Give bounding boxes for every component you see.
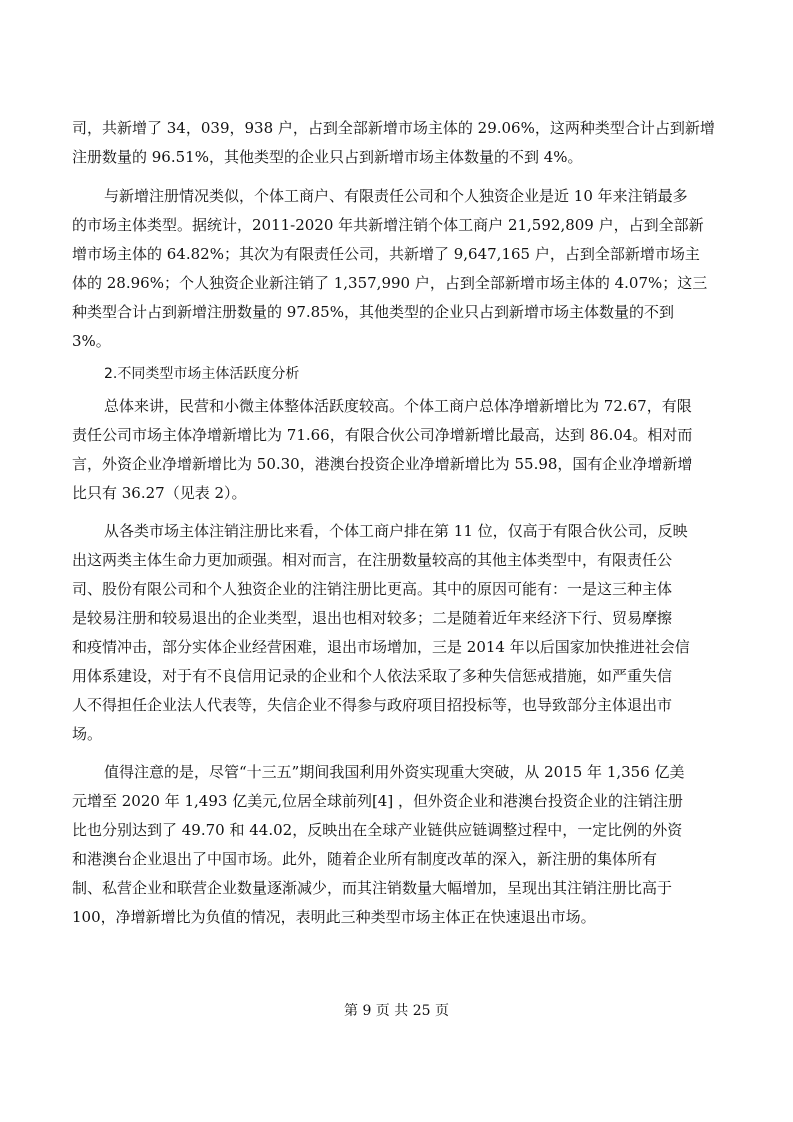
body-line: 和港澳台企业退出了中国市场。此外，随着企业所有制度改革的深入，新注册的集体所有 xyxy=(72,850,658,868)
body-line: 比只有 36.27（见表 2）。 xyxy=(72,484,247,502)
body-line: 场。 xyxy=(72,725,103,743)
body-line: 比也分别达到了 49.70 和 44.02，反映出在全球产业链供应链调整过程中，一定比例的外资 xyxy=(72,821,683,839)
page-footer: 第 9 页 共 25 页 xyxy=(344,1003,449,1019)
body-line: 增市场主体的 64.82%；其次为有限责任公司，共新增了 9,647,165 户，占到全部新增市场主 xyxy=(72,245,700,263)
body-line: 从各类市场主体注销注册比来看，个体工商户排在第 11 位，仅高于有限合伙公司，反映 xyxy=(104,522,688,540)
body-line: 的市场主体类型。据统计，2011-2020 年共新增注销个体工商户 21,592,809 户，占到全部新 xyxy=(72,216,704,234)
body-line: 用体系建设，对于有不良信用记录的企业和个人依法采取了多种失信惩戒措施，如严重失信 xyxy=(72,667,673,685)
body-line: 注册数量的 96.51%，其他类型的企业只占到新增市场主体数量的不到 4%。 xyxy=(72,148,583,166)
body-line: 司、股份有限公司和个人独资企业的注销注册比更高。其中的原因可能有：一是这三种主体 xyxy=(72,580,673,598)
body-line: 总体来讲，民营和小微主体整体活跃度较高。个体工商户总体净增新增比为 72.67，有限 xyxy=(104,397,692,415)
body-line: 和疫情冲击，部分实体企业经营困难，退出市场增加，三是 2014 年以后国家加快推进社会信 xyxy=(72,638,690,656)
body-line: 出这两类主体生命力更加顽强。相对而言，在注册数量较高的其他主体类型中，有限责任公 xyxy=(72,551,673,569)
body-line: 司，共新增了 34，039，938 户，占到全部新增市场主体的 29.06%，这两种类型合计占到新增 xyxy=(72,119,715,137)
section-heading: 2.不同类型市场主体活跃度分析 xyxy=(104,366,300,382)
body-line: 100，净增新增比为负值的情况，表明此三种类型市场主体正在快速退出市场。 xyxy=(72,908,596,926)
body-line: 体的 28.96%；个人独资企业新注销了 1,357,990 户，占到全部新增市场主体的 4.07%；这三 xyxy=(72,274,708,292)
body-line: 值得注意的是，尽管“十三五”期间我国利用外资实现重大突破，从 2015 年 1,356 亿美 xyxy=(104,763,685,781)
body-line: 与新增注册情况类似，个体工商户、有限责任公司和个人独资企业是近 10 年来注销最多 xyxy=(104,187,688,205)
body-line: 种类型合计占到新增注册数量的 97.85%，其他类型的企业只占到新增市场主体数量的不到 xyxy=(72,303,674,321)
body-line: 是较易注册和较易退出的企业类型，退出也相对较多；二是随着近年来经济下行、贸易摩擦 xyxy=(72,609,673,627)
body-line: 制、私营企业和联营企业数量逐渐减少，而其注销数量大幅增加，呈现出其注销注册比高于 xyxy=(72,879,673,897)
body-line: 元增至 2020 年 1,493 亿美元,位居全球前列[4] ，但外资企业和港澳台投资企业的注销注册 xyxy=(72,792,683,810)
body-line: 人不得担任企业法人代表等，失信企业不得参与政府项目招投标等，也导致部分主体退出市 xyxy=(72,696,673,714)
body-line: 责任公司市场主体净增新增比为 71.66，有限合伙公司净增新增比最高，达到 86.04。相对而 xyxy=(72,426,693,444)
body-line: 言，外资企业净增新增比为 50.30，港澳台投资企业净增新增比为 55.98，国有企业净增新增 xyxy=(72,455,693,473)
body-line: 3%。 xyxy=(72,332,111,350)
